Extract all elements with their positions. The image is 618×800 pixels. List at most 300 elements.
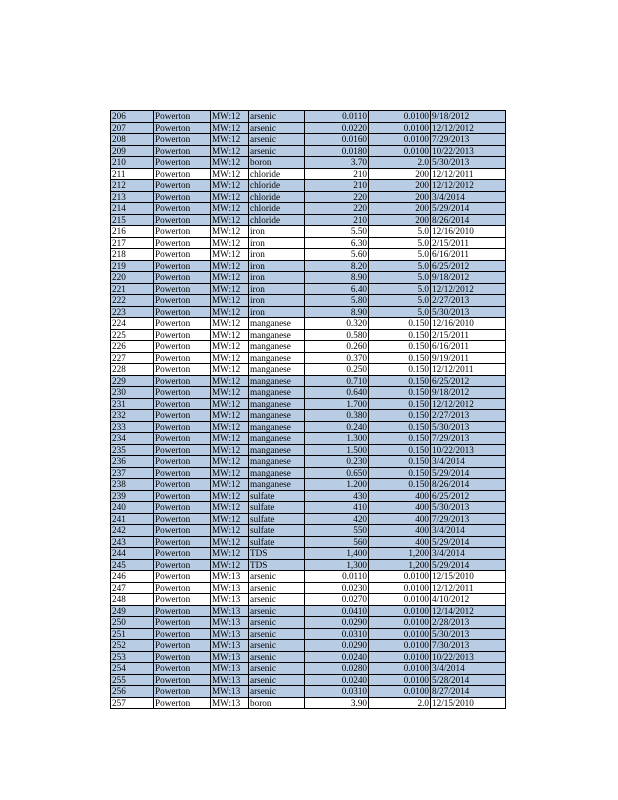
site-cell: Powerton: [154, 180, 211, 192]
table-row: [111, 237, 506, 249]
result-cell: 1.500: [305, 444, 369, 456]
site-cell: Powerton: [154, 617, 211, 629]
site-cell: Powerton: [154, 283, 211, 295]
parameter-cell: arsenic: [249, 617, 305, 629]
date-cell: 5/29/2014: [431, 203, 506, 215]
date-cell: 9/19/2011: [431, 352, 506, 364]
result-cell: 220: [305, 203, 369, 215]
result-cell: 0.0110: [305, 571, 369, 583]
well-cell: MW:12: [211, 456, 249, 468]
table-row: [111, 433, 506, 445]
row-id-cell: 236: [111, 456, 154, 468]
result-cell: 0.0270: [305, 594, 369, 606]
standard-cell: 0.0100: [369, 134, 431, 146]
parameter-cell: TDS: [249, 559, 305, 571]
date-cell: 7/30/2013: [431, 640, 506, 652]
result-cell: 550: [305, 525, 369, 537]
table-row: [111, 214, 506, 226]
standard-cell: 0.150: [369, 375, 431, 387]
row-id-cell: 208: [111, 134, 154, 146]
table-row: [111, 467, 506, 479]
site-cell: Powerton: [154, 122, 211, 134]
site-cell: Powerton: [154, 191, 211, 203]
date-cell: 12/16/2010: [431, 226, 506, 238]
standard-cell: 0.150: [369, 398, 431, 410]
table-row: [111, 617, 506, 629]
site-cell: Powerton: [154, 318, 211, 330]
standard-cell: 2.0: [369, 157, 431, 169]
date-cell: 3/4/2014: [431, 191, 506, 203]
well-cell: MW:13: [211, 605, 249, 617]
result-cell: 0.0230: [305, 582, 369, 594]
site-cell: Powerton: [154, 559, 211, 571]
date-cell: 5/30/2013: [431, 306, 506, 318]
standard-cell: 400: [369, 513, 431, 525]
date-cell: 3/4/2014: [431, 663, 506, 675]
date-cell: 3/4/2014: [431, 456, 506, 468]
site-cell: Powerton: [154, 456, 211, 468]
row-id-cell: 249: [111, 605, 154, 617]
well-cell: MW:12: [211, 479, 249, 491]
table-row: [111, 640, 506, 652]
date-cell: 10/22/2013: [431, 145, 506, 157]
site-cell: Powerton: [154, 651, 211, 663]
parameter-cell: arsenic: [249, 122, 305, 134]
parameter-cell: sulfate: [249, 513, 305, 525]
row-id-cell: 242: [111, 525, 154, 537]
date-cell: 6/25/2012: [431, 260, 506, 272]
date-cell: 9/18/2012: [431, 387, 506, 399]
date-cell: 12/12/2011: [431, 168, 506, 180]
row-id-cell: 209: [111, 145, 154, 157]
table-row: [111, 559, 506, 571]
well-cell: MW:12: [211, 122, 249, 134]
date-cell: 6/16/2011: [431, 341, 506, 353]
parameter-cell: sulfate: [249, 536, 305, 548]
parameter-cell: arsenic: [249, 640, 305, 652]
table-row: [111, 180, 506, 192]
date-cell: 3/4/2014: [431, 525, 506, 537]
row-id-cell: 227: [111, 352, 154, 364]
row-id-cell: 220: [111, 272, 154, 284]
row-id-cell: 244: [111, 548, 154, 560]
well-cell: MW:12: [211, 502, 249, 514]
parameter-cell: manganese: [249, 479, 305, 491]
result-cell: 0.230: [305, 456, 369, 468]
table-row: [111, 145, 506, 157]
date-cell: 9/18/2012: [431, 272, 506, 284]
standard-cell: 5.0: [369, 272, 431, 284]
date-cell: 12/15/2010: [431, 697, 506, 709]
result-cell: 0.320: [305, 318, 369, 330]
result-cell: 0.240: [305, 421, 369, 433]
date-cell: 12/12/2012: [431, 398, 506, 410]
table-row: [111, 295, 506, 307]
well-cell: MW:13: [211, 594, 249, 606]
result-cell: 410: [305, 502, 369, 514]
parameter-cell: manganese: [249, 341, 305, 353]
row-id-cell: 238: [111, 479, 154, 491]
standard-cell: 5.0: [369, 306, 431, 318]
table-row: [111, 134, 506, 146]
row-id-cell: 223: [111, 306, 154, 318]
table-row: [111, 536, 506, 548]
well-cell: MW:12: [211, 364, 249, 376]
row-id-cell: 245: [111, 559, 154, 571]
date-cell: 6/16/2011: [431, 249, 506, 261]
standard-cell: 0.150: [369, 421, 431, 433]
table-row: [111, 318, 506, 330]
table-row: [111, 203, 506, 215]
standard-cell: 5.0: [369, 283, 431, 295]
site-cell: Powerton: [154, 214, 211, 226]
row-id-cell: 228: [111, 364, 154, 376]
standard-cell: 0.0100: [369, 651, 431, 663]
date-cell: 5/30/2013: [431, 502, 506, 514]
parameter-cell: iron: [249, 249, 305, 261]
date-cell: 12/12/2012: [431, 180, 506, 192]
result-cell: 0.650: [305, 467, 369, 479]
row-id-cell: 210: [111, 157, 154, 169]
parameter-cell: chloride: [249, 191, 305, 203]
table-row: [111, 525, 506, 537]
date-cell: 2/27/2013: [431, 295, 506, 307]
table-row: [111, 168, 506, 180]
standard-cell: 5.0: [369, 260, 431, 272]
date-cell: 2/15/2011: [431, 329, 506, 341]
standard-cell: 5.0: [369, 249, 431, 261]
standard-cell: 0.0100: [369, 640, 431, 652]
date-cell: 8/26/2014: [431, 214, 506, 226]
table-row: [111, 364, 506, 376]
well-cell: MW:12: [211, 134, 249, 146]
table-row: [111, 341, 506, 353]
well-cell: MW:12: [211, 352, 249, 364]
parameter-cell: arsenic: [249, 651, 305, 663]
parameter-cell: TDS: [249, 548, 305, 560]
result-cell: 210: [305, 214, 369, 226]
result-cell: 1,400: [305, 548, 369, 560]
site-cell: Powerton: [154, 398, 211, 410]
well-cell: MW:13: [211, 582, 249, 594]
well-cell: MW:12: [211, 283, 249, 295]
parameter-cell: iron: [249, 295, 305, 307]
parameter-cell: manganese: [249, 410, 305, 422]
row-id-cell: 252: [111, 640, 154, 652]
standard-cell: 0.0100: [369, 111, 431, 123]
date-cell: 5/29/2014: [431, 467, 506, 479]
row-id-cell: 222: [111, 295, 154, 307]
row-id-cell: 229: [111, 375, 154, 387]
row-id-cell: 247: [111, 582, 154, 594]
standard-cell: 0.150: [369, 433, 431, 445]
result-cell: 8.90: [305, 272, 369, 284]
row-id-cell: 206: [111, 111, 154, 123]
standard-cell: 0.0100: [369, 582, 431, 594]
result-cell: 0.0310: [305, 686, 369, 698]
parameter-cell: manganese: [249, 318, 305, 330]
well-cell: MW:12: [211, 226, 249, 238]
result-cell: 560: [305, 536, 369, 548]
standard-cell: 0.150: [369, 352, 431, 364]
site-cell: Powerton: [154, 502, 211, 514]
well-cell: MW:12: [211, 387, 249, 399]
standard-cell: 0.150: [369, 329, 431, 341]
standard-cell: 0.150: [369, 479, 431, 491]
standard-cell: 5.0: [369, 237, 431, 249]
standard-cell: 0.0100: [369, 686, 431, 698]
well-cell: MW:13: [211, 697, 249, 709]
parameter-cell: manganese: [249, 398, 305, 410]
result-cell: 1.700: [305, 398, 369, 410]
date-cell: 7/29/2013: [431, 433, 506, 445]
result-cell: 3.70: [305, 157, 369, 169]
date-cell: 5/29/2014: [431, 559, 506, 571]
table-row: [111, 444, 506, 456]
site-cell: Powerton: [154, 352, 211, 364]
date-cell: 12/12/2011: [431, 582, 506, 594]
site-cell: Powerton: [154, 226, 211, 238]
parameter-cell: arsenic: [249, 628, 305, 640]
table-row: [111, 571, 506, 583]
date-cell: 12/15/2010: [431, 571, 506, 583]
date-cell: 2/28/2013: [431, 617, 506, 629]
site-cell: Powerton: [154, 111, 211, 123]
parameter-cell: sulfate: [249, 502, 305, 514]
result-cell: 1.200: [305, 479, 369, 491]
table-row: [111, 421, 506, 433]
parameter-cell: boron: [249, 157, 305, 169]
standard-cell: 0.0100: [369, 663, 431, 675]
well-cell: MW:12: [211, 536, 249, 548]
result-cell: 220: [305, 191, 369, 203]
parameter-cell: arsenic: [249, 582, 305, 594]
date-cell: 12/12/2012: [431, 283, 506, 295]
well-cell: MW:12: [211, 168, 249, 180]
date-cell: 12/12/2011: [431, 364, 506, 376]
result-cell: 0.0290: [305, 640, 369, 652]
date-cell: 12/16/2010: [431, 318, 506, 330]
result-cell: 0.0240: [305, 651, 369, 663]
site-cell: Powerton: [154, 571, 211, 583]
standard-cell: 5.0: [369, 226, 431, 238]
result-cell: 0.0290: [305, 617, 369, 629]
row-id-cell: 243: [111, 536, 154, 548]
standard-cell: 400: [369, 536, 431, 548]
result-cell: 0.0110: [305, 111, 369, 123]
table-row: [111, 122, 506, 134]
result-cell: 0.0180: [305, 145, 369, 157]
standard-cell: 0.150: [369, 318, 431, 330]
table-row: [111, 375, 506, 387]
date-cell: 2/27/2013: [431, 410, 506, 422]
standard-cell: 400: [369, 502, 431, 514]
date-cell: 12/14/2012: [431, 605, 506, 617]
parameter-cell: arsenic: [249, 134, 305, 146]
well-cell: MW:13: [211, 686, 249, 698]
table-row: [111, 387, 506, 399]
table-row: [111, 157, 506, 169]
parameter-cell: chloride: [249, 214, 305, 226]
result-cell: 0.580: [305, 329, 369, 341]
row-id-cell: 230: [111, 387, 154, 399]
row-id-cell: 235: [111, 444, 154, 456]
well-cell: MW:12: [211, 237, 249, 249]
result-cell: 6.30: [305, 237, 369, 249]
well-cell: MW:12: [211, 559, 249, 571]
parameter-cell: manganese: [249, 375, 305, 387]
well-cell: MW:13: [211, 628, 249, 640]
site-cell: Powerton: [154, 295, 211, 307]
well-cell: MW:12: [211, 191, 249, 203]
standard-cell: 200: [369, 191, 431, 203]
date-cell: 5/30/2013: [431, 157, 506, 169]
standard-cell: 200: [369, 203, 431, 215]
site-cell: Powerton: [154, 421, 211, 433]
table-row: [111, 398, 506, 410]
row-id-cell: 207: [111, 122, 154, 134]
row-id-cell: 239: [111, 490, 154, 502]
result-cell: 0.0280: [305, 663, 369, 675]
row-id-cell: 241: [111, 513, 154, 525]
site-cell: Powerton: [154, 249, 211, 261]
date-cell: 7/29/2013: [431, 513, 506, 525]
row-id-cell: 221: [111, 283, 154, 295]
parameter-cell: iron: [249, 272, 305, 284]
well-cell: MW:12: [211, 341, 249, 353]
table-row: [111, 686, 506, 698]
well-cell: MW:12: [211, 295, 249, 307]
well-cell: MW:12: [211, 398, 249, 410]
well-cell: MW:12: [211, 548, 249, 560]
row-id-cell: 219: [111, 260, 154, 272]
parameter-cell: manganese: [249, 387, 305, 399]
site-cell: Powerton: [154, 548, 211, 560]
standard-cell: 200: [369, 180, 431, 192]
row-id-cell: 257: [111, 697, 154, 709]
well-cell: MW:12: [211, 525, 249, 537]
standard-cell: 0.150: [369, 467, 431, 479]
site-cell: Powerton: [154, 594, 211, 606]
parameter-cell: manganese: [249, 364, 305, 376]
table-row: [111, 663, 506, 675]
table-row: [111, 605, 506, 617]
row-id-cell: 233: [111, 421, 154, 433]
parameter-cell: arsenic: [249, 674, 305, 686]
result-cell: 0.370: [305, 352, 369, 364]
well-cell: MW:12: [211, 272, 249, 284]
table-body: [111, 111, 506, 709]
exceedance-table: [110, 110, 506, 709]
row-id-cell: 248: [111, 594, 154, 606]
table-row: [111, 490, 506, 502]
well-cell: MW:12: [211, 375, 249, 387]
result-cell: 0.380: [305, 410, 369, 422]
date-cell: 2/15/2011: [431, 237, 506, 249]
parameter-cell: manganese: [249, 433, 305, 445]
well-cell: MW:12: [211, 111, 249, 123]
result-cell: 0.0220: [305, 122, 369, 134]
result-cell: 5.60: [305, 249, 369, 261]
date-cell: 5/30/2013: [431, 628, 506, 640]
well-cell: MW:13: [211, 571, 249, 583]
well-cell: MW:13: [211, 663, 249, 675]
standard-cell: 0.150: [369, 410, 431, 422]
date-cell: 8/27/2014: [431, 686, 506, 698]
table-row: [111, 651, 506, 663]
row-id-cell: 232: [111, 410, 154, 422]
row-id-cell: 234: [111, 433, 154, 445]
row-id-cell: 215: [111, 214, 154, 226]
well-cell: MW:13: [211, 651, 249, 663]
parameter-cell: arsenic: [249, 594, 305, 606]
parameter-cell: sulfate: [249, 490, 305, 502]
site-cell: Powerton: [154, 364, 211, 376]
parameter-cell: iron: [249, 226, 305, 238]
row-id-cell: 231: [111, 398, 154, 410]
parameter-cell: iron: [249, 283, 305, 295]
row-id-cell: 224: [111, 318, 154, 330]
standard-cell: 0.150: [369, 341, 431, 353]
well-cell: MW:13: [211, 617, 249, 629]
date-cell: 6/25/2012: [431, 375, 506, 387]
site-cell: Powerton: [154, 536, 211, 548]
parameter-cell: chloride: [249, 180, 305, 192]
date-cell: 4/10/2012: [431, 594, 506, 606]
result-cell: 3.90: [305, 697, 369, 709]
row-id-cell: 226: [111, 341, 154, 353]
date-cell: 8/26/2014: [431, 479, 506, 491]
well-cell: MW:12: [211, 203, 249, 215]
standard-cell: 5.0: [369, 295, 431, 307]
site-cell: Powerton: [154, 375, 211, 387]
result-cell: 1,300: [305, 559, 369, 571]
table-row: [111, 111, 506, 123]
site-cell: Powerton: [154, 341, 211, 353]
date-cell: 5/30/2013: [431, 421, 506, 433]
result-cell: 0.710: [305, 375, 369, 387]
table-row: [111, 272, 506, 284]
standard-cell: 0.0100: [369, 628, 431, 640]
row-id-cell: 250: [111, 617, 154, 629]
well-cell: MW:12: [211, 467, 249, 479]
standard-cell: 200: [369, 214, 431, 226]
parameter-cell: arsenic: [249, 571, 305, 583]
row-id-cell: 237: [111, 467, 154, 479]
table-row: [111, 594, 506, 606]
well-cell: MW:12: [211, 145, 249, 157]
table-row: [111, 582, 506, 594]
standard-cell: 0.150: [369, 364, 431, 376]
site-cell: Powerton: [154, 168, 211, 180]
standard-cell: 0.0100: [369, 594, 431, 606]
row-id-cell: 256: [111, 686, 154, 698]
date-cell: 10/22/2013: [431, 444, 506, 456]
standard-cell: 1,200: [369, 548, 431, 560]
well-cell: MW:12: [211, 513, 249, 525]
row-id-cell: 225: [111, 329, 154, 341]
site-cell: Powerton: [154, 444, 211, 456]
standard-cell: 0.150: [369, 456, 431, 468]
parameter-cell: arsenic: [249, 686, 305, 698]
well-cell: MW:13: [211, 640, 249, 652]
parameter-cell: iron: [249, 260, 305, 272]
parameter-cell: sulfate: [249, 525, 305, 537]
parameter-cell: chloride: [249, 203, 305, 215]
date-cell: 9/18/2012: [431, 111, 506, 123]
site-cell: Powerton: [154, 467, 211, 479]
row-id-cell: 211: [111, 168, 154, 180]
